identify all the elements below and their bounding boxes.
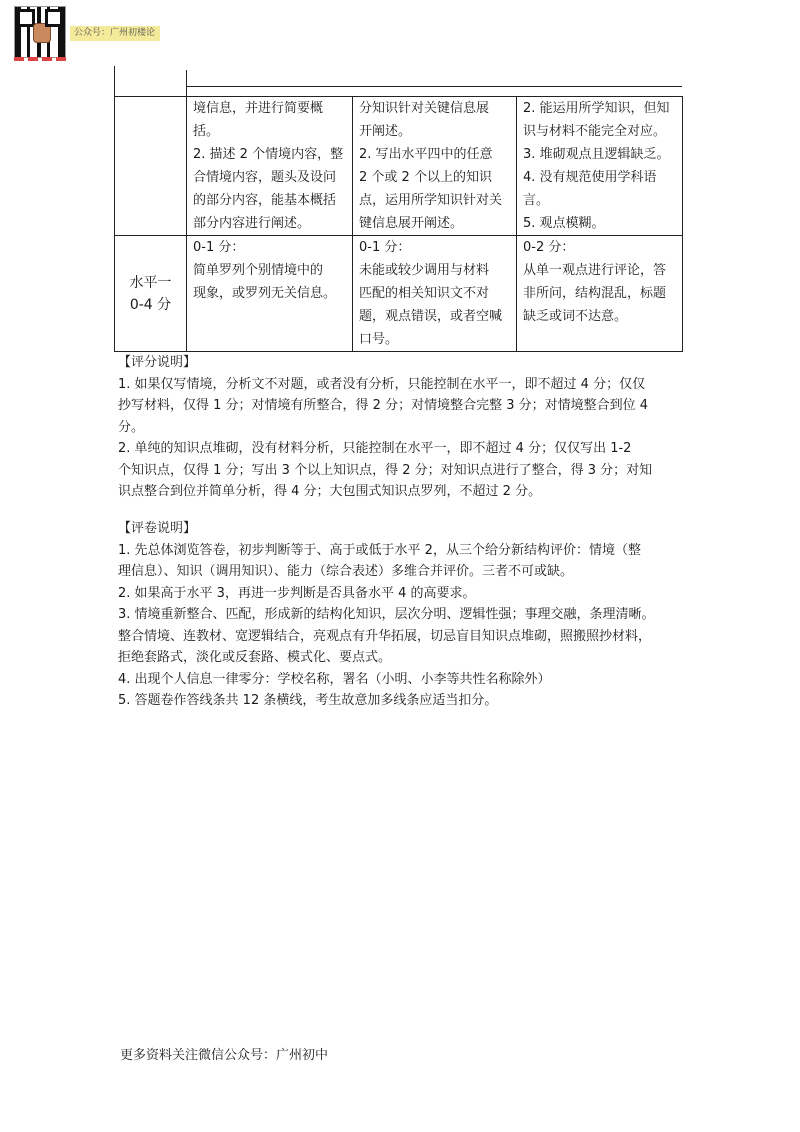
text-line: 部分内容进行阐述。 [193,216,311,231]
text-line: 识与材料不能完全对应。 [523,124,667,139]
scoring-notes [118,352,698,503]
criteria-cell-ability [517,97,683,236]
text-line: 分。 [118,419,145,435]
table-top-fragment [114,66,682,96]
text-line: 现象，或罗列无关信息。 [193,286,337,301]
text-line: 拒绝套路式，淡化或反套路、模式化、要点式。 [118,650,392,665]
text-line: 2 个或 2 个以上的知识 [359,170,492,185]
qr-caption-marks [14,57,66,61]
text-line: 3. 情境重新整合、匹配，形成新的结构化知识，层次分明、逻辑性强；事理交融，条理清晰。 [118,607,655,622]
text-line: 2. 描述 2 个情境内容，整 [193,147,344,162]
text-line: 2. 如果高于水平 3，再进一步判断是否具备水平 4 的高要求。 [118,585,476,601]
table-row [115,236,683,352]
text-line: 5. 答题卷作答线条共 12 条横线，考生故意加多线条应适当扣分。 [118,693,498,708]
text-line: 2. 写出水平四中的任意 [359,147,493,162]
text-line: 匹配的相关知识文不对 [359,286,490,301]
marking-notes [118,518,698,712]
section-title: 【评分说明】 [118,355,197,370]
table-row [115,97,683,236]
text-line: 个知识点，仅得 1 分；写出 3 个以上知识点，得 2 分；对知识点进行了整合，得 3 分；对知 [118,462,653,478]
text-line: 分知识针对关键信息展 [359,101,490,116]
criteria-cell-knowledge [353,97,517,236]
level-name: 水平一 [129,274,172,291]
avatar [33,23,51,43]
text-line: 缺乏或词不达意。 [523,309,628,324]
criteria-cell-situation [187,97,353,236]
level-cell [115,236,187,352]
level-cell-continued [115,97,187,236]
header-label: 公众号：广州初楼论 [70,26,160,41]
text-line: 合情境内容，题头及设问 [193,170,337,185]
text-line: 从单一观点进行评论，答 [523,263,667,278]
criteria-cell-knowledge [353,236,517,352]
text-line: 3. 堆砌观点且逻辑缺乏。 [523,147,670,162]
text-line: 0-1 分： [193,240,245,255]
text-line: 抄写材料，仅得 1 分；对情境有所整合，得 2 分；对情境整合完整 3 分；对情境整合到位 4 [118,398,649,413]
text-line: 0-1 分： [359,240,411,255]
text-line: 非所问，结构混乱，标题 [523,286,667,301]
text-line: 4. 出现个人信息一律零分：学校名称，署名（小明、小李等共性名称除外） [118,671,551,687]
text-line: 口号。 [359,332,399,347]
text-line: 0-2 分： [523,240,575,255]
section-title: 【评卷说明】 [118,521,197,536]
text-line: 2. 能运用所学知识，但知 [523,101,670,116]
rubric-table [114,96,683,352]
text-line: 开阐述。 [359,124,412,139]
text-line: 1. 先总体浏览答卷，初步判断等于、高于或低于水平 2，从三个给分新结构评价：情境（整 [118,542,641,558]
text-line: 题，观点错误，或者空喊 [359,309,503,324]
text-line: 整合情境、连教材、宽逻辑结合，亮观点有升华拓展，切忌盲目知识点堆砌，照搬照抄材料， [118,628,652,644]
criteria-cell-situation [187,236,353,352]
footer-note: 更多资料关注微信公众号：广州初中 [120,1048,329,1063]
text-line: 2. 单纯的知识点堆砌，没有材料分析，只能控制在水平一，即不超过 4 分；仅仅写出 1-2 [118,441,632,456]
text-line: 4. 没有规范使用学科语 [523,170,657,185]
text-line: 点，运用所学知识针对关 [359,193,503,208]
qr-code-image [14,6,66,58]
text-line: 5. 观点模糊。 [523,216,605,231]
text-line: 的部分内容，能基本概括 [193,193,337,208]
text-line: 括。 [193,124,220,139]
level-score: 0-4 分 [129,296,172,313]
text-line: 键信息展开阐述。 [359,216,464,231]
text-line: 境信息，并进行简要概 [193,101,324,116]
text-line: 理信息）、知识（调用知识）、能力（综合表述）多维合并评价。三者不可或缺。 [118,564,574,579]
text-line: 识点整合到位并简单分析，得 4 分；大包围式知识点罗列，不超过 2 分。 [118,484,542,499]
text-line: 未能或较少调用与材料 [359,263,490,278]
text-line: 简单罗列个别情境中的 [193,263,324,278]
text-line: 言。 [523,193,550,208]
text-line: 1. 如果仅写情境，分析文不对题，或者没有分析，只能控制在水平一，即不超过 4 分；仅仅 [118,376,646,392]
criteria-cell-ability [517,236,683,352]
